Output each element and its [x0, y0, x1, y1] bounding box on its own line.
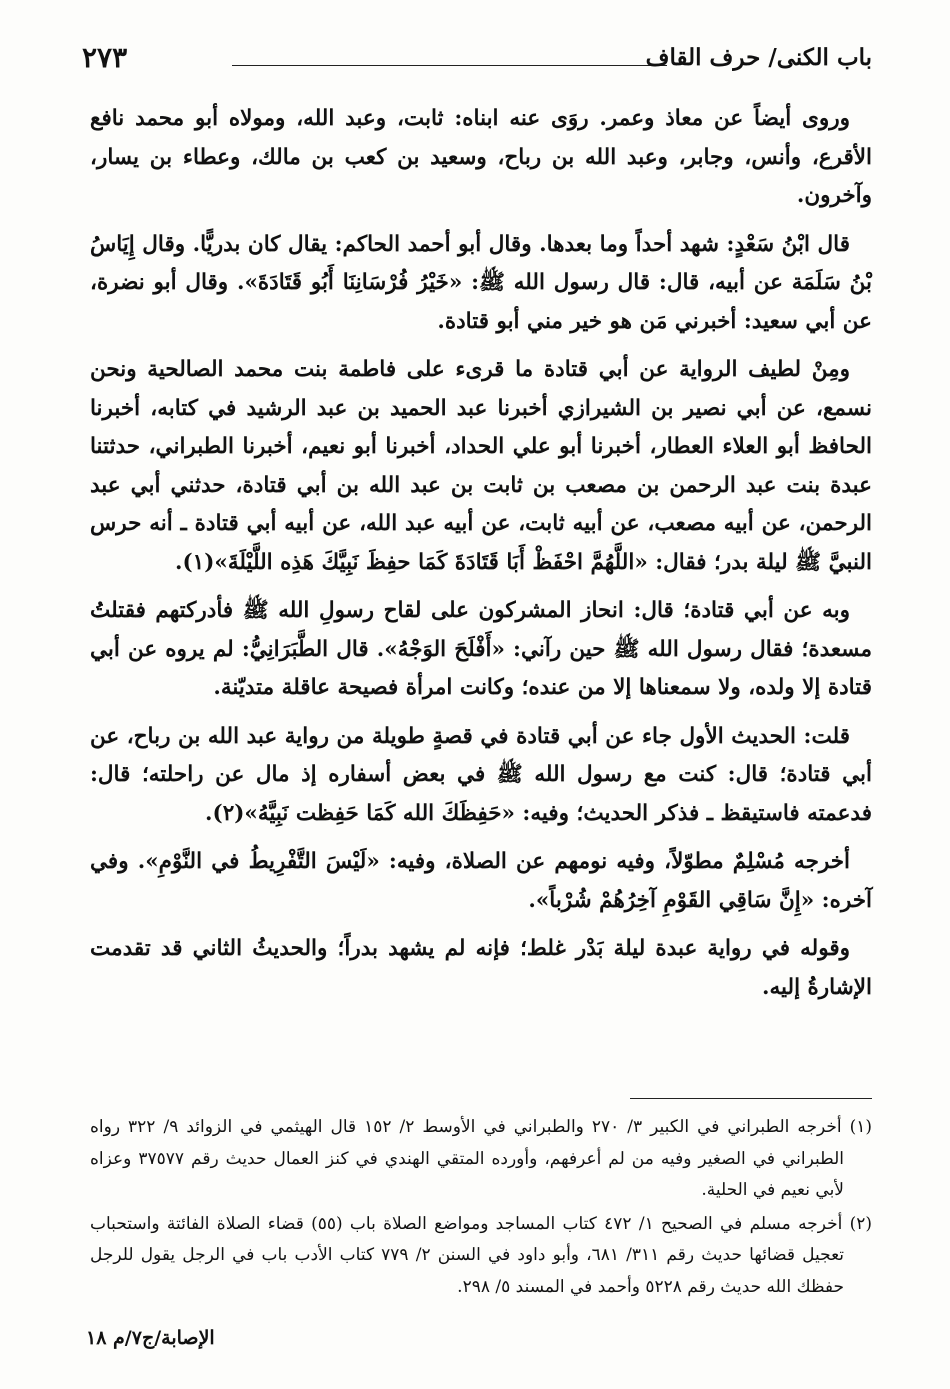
paragraph: قلت: الحديث الأول جاء عن أبي قتادة في قصةٍ طويلة من رواية عبد الله بن رباح، عن أبي قتادة؛ قال: كنت مع رسول الله ﷺ في بعض أسفاره إذ مال عن راحلته؛ قال: فدعمته فاستيقظ ـ فذكر الحديث؛ وفيه: «حَفِظَكَ الله كَمَا حَفِظت نَبِيَّهُ»(٢).: [90, 723, 872, 826]
chapter-title: باب الكنى/ حرف القاف: [645, 44, 872, 71]
paragraph: وروى أيضاً عن معاذ وعمر. روَى عنه ابناه: ثابت، وعبد الله، ومولاه أبو محمد نافع الأقرع، وأنس، وجابر، وعبد الله بن رباح، وسعيد بن كعب بن مالك، وعطاء بن يسار، وآخرون.: [90, 106, 872, 208]
paragraph: أخرجه مُسْلِمٌ مطوّلاً، وفيه نومهم عن الصلاة، وفيه: «لَيْسَ التَّفْرِيطُ في النَّوْمِ». وفي آخره: «إِنَّ سَاقِي القَوْمِ آخِرُهُمْ شُرْباً».: [90, 849, 872, 913]
paragraph: قال ابْنُ سَعْدٍ: شهد أحداً وما بعدها. وقال أبو أحمد الحاكم: يقال كان بدريًّا. وقال إِيَاسُ بْنُ سَلَمَة عن أبيه، قال: قال رسول الله ﷺ: «خَيْرُ فُرْسَانِنَا أَبُو قَتَادَةَ». وقال أبو نضرة، عن أبي سعيد: أخبرني مَن هو خير مني أبو قتادة.: [90, 231, 872, 334]
footnote: (٢) أخرجه مسلم في الصحيح ١/ ٤٧٢ كتاب المساجد ومواضع الصلاة باب (٥٥) قضاء الصلاة الفائتة واستحباب تعجيل قضائها حديث رقم ٣١١/ ٦٨١، وأبو داود في السنن ٢/ ٧٧٩ كتاب الأدب باب في الرجل يقول للرجل حفظك الله حديث رقم ٥٢٢٨ وأحمد في المسند ٥/ ٢٩٨.: [90, 1213, 872, 1297]
printer-signature: الإصابة/ج٧/م ١٨: [86, 1327, 215, 1349]
paragraph: ومِنْ لطيف الرواية عن أبي قتادة ما قرىء على فاطمة بنت محمد الصالحية ونحن نسمع، عن أبي نصير بن الشيرازي أخبرنا عبد الحميد بن عبد الرشيد في كتابه، أخبرنا الحافظ أبو العلاء العطار، أخبرنا أبو علي الحداد، أخبرنا أبو نعيم، أخبرنا الطبراني، حدثتنا عبدة بنت عبد الرحمن بن مصعب بن ثابت بن عبد الله بن أبي قتادة، حدثني أبي عبد الرحمن، عن أبيه مصعب، عن أبيه ثابت، عن أبيه عبد الله، عن أبيه أبي قتادة ـ أنه حرس النبيَّ ﷺ ليلة بدر؛ فقال: «اللَّهُمَّ احْفَظْ أَبَا قَتَادَةَ كَمَا حفِظَ نَبِيَّكَ هَذِه اللَّيْلَةَ»(١).: [90, 357, 872, 575]
page-header: [82, 38, 872, 78]
header-divider: [232, 65, 667, 66]
main-text: [90, 100, 872, 1017]
footnote-divider: [630, 1098, 872, 1099]
footnotes: [90, 1112, 872, 1305]
page-number: ٢٧٣: [82, 41, 128, 74]
paragraph: وبه عن أبي قتادة؛ قال: انحاز المشركون على لقاح رسولِ الله ﷺ فأدركتهم فقتلتُ مسعدة؛ فقال رسول الله ﷺ حين رآني: «أَفْلَحَ الوَجْهُ». قال الطَّبَرَانِيُّ: لم يروه عن أبي قتادة إلا ولده، ولا سمعناها إلا من عنده؛ وكانت امرأة فصيحة عاقلة متديّنة.: [90, 598, 872, 700]
paragraph: وقوله في رواية عبدة ليلة بَدْر غلط؛ فإنه لم يشهد بدراً؛ والحديثُ الثاني قد تقدمت الإشارةُ إليه.: [90, 936, 872, 1000]
footnote: (١) أخرجه الطبراني في الكبير ٣/ ٢٧٠ والطبراني في الأوسط ٢/ ١٥٢ قال الهيثمي في الزوائد ٩/ ٣٢٢ رواه الطبراني في الصغير وفيه من لم أعرفهم، وأورده المتقي الهندي في كنز العمال حديث رقم ٣٧٥٧٧ وعزاه لأبي نعيم في الحلية.: [90, 1117, 872, 1200]
